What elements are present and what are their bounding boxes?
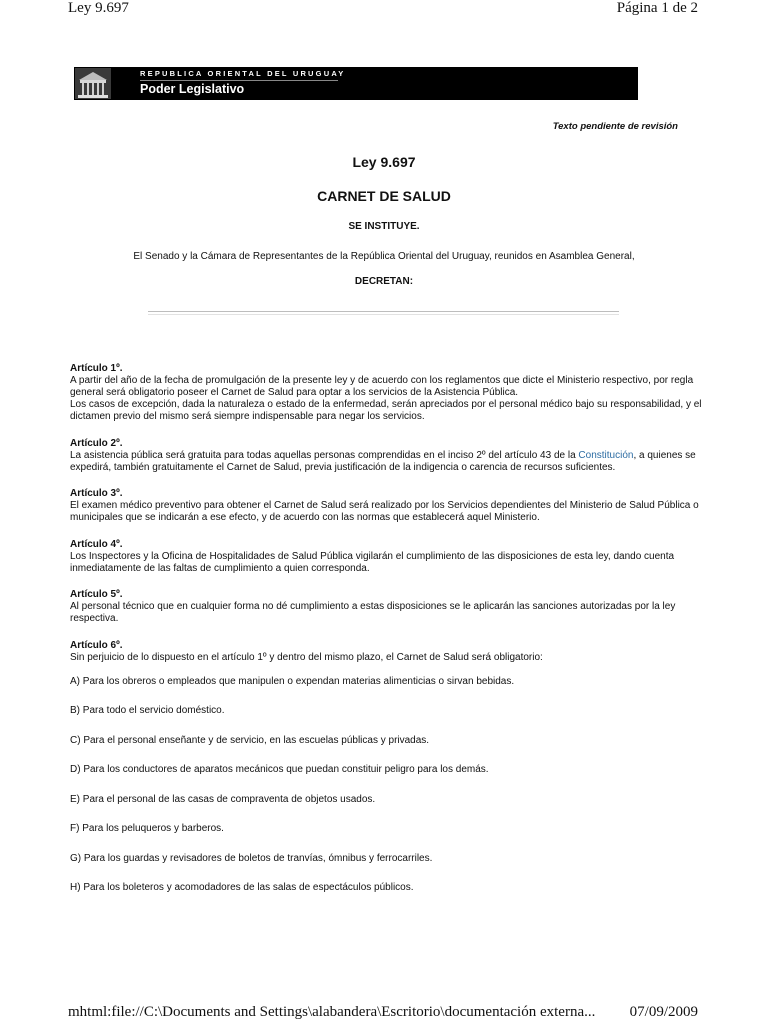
article-6 (70, 640, 710, 895)
article-5 (70, 589, 710, 625)
banner-country: REPUBLICA ORIENTAL DEL URUGUAY (140, 69, 346, 78)
constitution-link[interactable]: Constitución (578, 449, 634, 461)
list-item: C) Para el personal enseñante y de servicio, en las escuelas públicas y privadas. (70, 734, 430, 746)
article-heading: Artículo 3º. (70, 488, 123, 499)
article-heading: Artículo 5º. (70, 589, 123, 600)
article-text: Los Inspectores y la Oficina de Hospitalidades de Salud Pública vigilarán el cumplimiento de las disposiciones de esta ley, dando cuenta inmediatamente de las faltas de cumplimiento a quien corresponda. (70, 550, 675, 574)
print-header (0, 0, 768, 20)
review-status: Texto pendiente de revisión (552, 121, 678, 132)
article-heading: Artículo 2º. (70, 437, 123, 449)
banner-institution: Poder Legislativo (140, 82, 245, 96)
article-text: A partir del año de la fecha de promulgación de la presente ley y de acuerdo con los reglamentos que dicte el Ministerio respectivo, por regla general será obligatorio poseer el Carnet de Salud para optar a los servicios de la Asistencia Pública. (70, 375, 694, 398)
article-text: Los casos de excepción, dada la naturaleza o estado de la enfermedad, serán apreciados por el personal médico bajo su responsabilidad, y el dictamen previo del mismo será siempre indispensable para negar los servicios. (70, 399, 702, 422)
banner-divider (140, 80, 338, 81)
list-item: B) Para todo el servicio doméstico. (70, 705, 225, 716)
list-item: D) Para los conductores de aparatos mecánicos que puedan constituir peligro para los demás. (70, 764, 489, 775)
list-item: F) Para los peluqueros y barberos. (70, 823, 224, 834)
law-number: Ley 9.697 (352, 154, 416, 170)
article-4 (70, 539, 710, 575)
article-text-part: La asistencia pública será gratuita para todas aquellas personas comprendidas en el inciso 2º del artículo 43 de la (70, 449, 579, 461)
law-subtitle: SE INSTITUYE. (348, 221, 420, 232)
print-header-page: Página 1 de 2 (616, 0, 698, 16)
separator-rule (148, 311, 619, 315)
article-heading: Artículo 6º. (70, 639, 123, 651)
legislative-palace-emblem-icon (75, 68, 111, 99)
article-text: Al personal técnico que en cualquier forma no dé cumplimiento a estas disposiciones se le aplicarán las sanciones autorizadas por la ley respectiva. (70, 601, 676, 624)
header-banner (74, 67, 638, 100)
list-item: H) Para los boleteros y acomodadores de las salas de espectáculos públicos. (70, 882, 414, 893)
list-item: A) Para los obreros o empleados que manipulen o expendan materias alimenticias o sirvan bebidas. (70, 675, 515, 687)
law-body (70, 363, 710, 909)
law-preamble: El Senado y la Cámara de Representantes de la República Oriental del Uruguay, reunidos en Asamblea General, (133, 251, 635, 262)
print-header-title: Ley 9.697 (68, 0, 129, 16)
law-decree: DECRETAN: (354, 276, 414, 287)
article-text: Sin perjuicio de lo dispuesto en el artículo 1º y dentro del mismo plazo, el Carnet de Salud será obligatorio: (70, 651, 543, 663)
article-1 (70, 363, 710, 423)
article-3 (70, 488, 710, 524)
article-2 (70, 438, 710, 474)
article-text-part: , a quienes se expedirá, también gratuitamente el Carnet de Salud, previa justificación de la indigencia o carencia de recursos suficientes. (70, 449, 696, 473)
article-heading: Artículo 1º. (70, 363, 123, 374)
law-title: CARNET DE SALUD (317, 188, 451, 204)
article-text: El examen médico preventivo para obtener el Carnet de Salud será realizado por los Servicios dependientes del Ministerio de Salud Pública o municipales que se indicarán a ese efecto, y de acuerdo con las normas que establecerá aquel Ministerio. (70, 500, 699, 523)
article-heading: Artículo 4º. (70, 538, 123, 550)
list-item: E) Para el personal de las casas de compraventa de objetos usados. (70, 793, 376, 805)
file-path: mhtml:file://C:\Documents and Settings\alabandera\Escritorio\documentación externa... (68, 1004, 596, 1020)
list-item: G) Para los guardas y revisadores de boletos de tranvías, ómnibus y ferrocarriles. (70, 852, 433, 864)
print-date: 07/09/2009 (629, 1004, 698, 1020)
print-footer (0, 1004, 768, 1024)
article-text (70, 450, 710, 474)
